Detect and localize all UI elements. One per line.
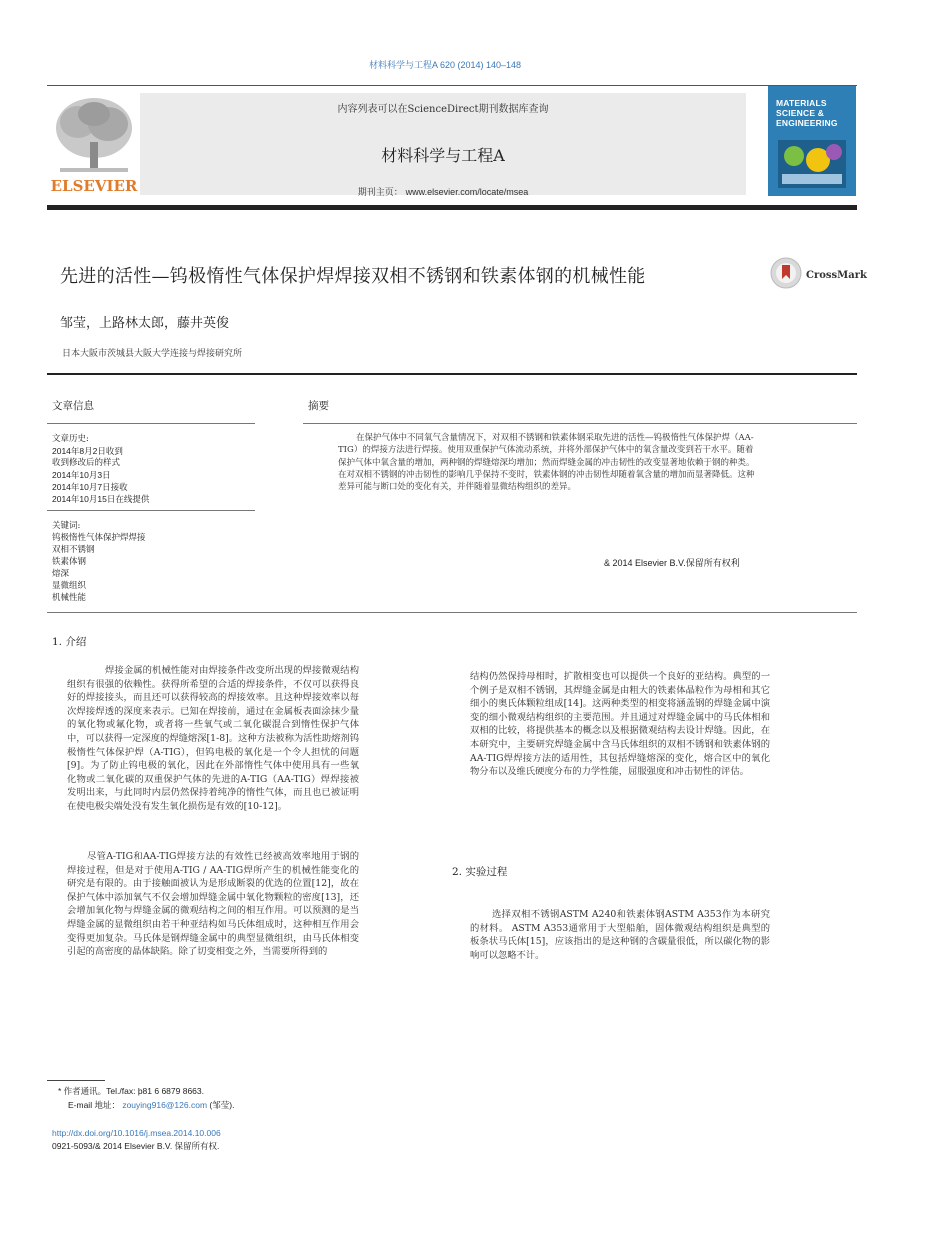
keyword: 钨极惰性气体保护焊焊接 (52, 533, 146, 543)
article-title: 先进的活性—钨极惰性气体保护焊焊接双相不锈钢和铁素体钢的机械性能 (60, 266, 646, 287)
title-rule (47, 373, 857, 375)
cover-image-icon (778, 140, 846, 188)
history-item: 2014年10月15日在线提供 (52, 494, 150, 504)
homepage-link[interactable]: www.elsevier.com/locate/msea (405, 187, 529, 197)
journal-name: 材料科学与工程A (381, 146, 505, 165)
section-2-heading: 2. 实验过程 (452, 866, 508, 878)
authors: 邹莹，上路林太郎，藤井英俊 (60, 316, 230, 331)
cover-title-line: MATERIALS (776, 98, 827, 108)
section-1-heading: 1. 介绍 (52, 636, 87, 648)
email-label: E-mail 地址： (68, 1100, 120, 1110)
abstract-bottom-rule (47, 612, 857, 613)
email-note (68, 1099, 234, 1111)
info-rule (47, 423, 255, 424)
issn-line: 0921-5093/& 2014 Elsevier B.V. 保留所有权. (52, 1141, 220, 1151)
keyword: 铁素体钢 (52, 557, 87, 567)
elsevier-tree-icon (48, 92, 140, 196)
crossmark-icon (770, 256, 867, 290)
history-item: 2014年8月2日收到 (52, 446, 123, 456)
cover-title-line: SCIENCE & (776, 108, 825, 118)
corresponding-author-note: * 作者通讯。Tel./fax: þ81 6 6879 8663. (58, 1086, 204, 1096)
history-item: 收到修改后的样式 (52, 458, 121, 468)
contents-line: 内容列表可以在ScienceDirect期刊数据库查询 (337, 104, 549, 115)
email-link[interactable]: zouying916@126.com (122, 1100, 208, 1110)
email-suffix: (邹莹). (209, 1100, 235, 1110)
column-2-paragraph-1: 结构仍然保持母相时，扩散相变也可以提供一个良好的亚结构。典型的一个例子是双相不锈钢，其焊缝金属是由粗大的铁素体晶粒作为母相和其它细小的奥氏体颗粒组成[14]。这两种类型的相变将涵盖钢的焊缝金属中演变的细小微观结构组织的主要范围。并且通过对焊缝金属中的马氏体相和双相的比较，将提供基本的概念以及根据微观结构去设计焊缝。因此，在本研究中，主要研究焊缝金属中含马氏体组织的双相不锈钢和铁素体钢的AA-TIG焊焊接方法的适用性，其包括焊缝熔深的变化，熔合区中的氧化物分布以及维氏硬度分布的力学性能，屈服强度和冲击韧性的评估。 (470, 671, 770, 778)
affiliation: 日本大阪市茨城县大阪大学连接与焊接研究所 (62, 349, 243, 359)
keyword: 显微组织 (52, 581, 87, 591)
crossmark-label: CrossMark (806, 270, 867, 281)
elsevier-logo-text: ELSEVIER (50, 177, 138, 195)
article-history (52, 433, 149, 505)
cover-title-line: ENGINEERING (776, 118, 838, 128)
top-rule (47, 85, 857, 86)
section-1-paragraph-2: 尽管A-TIG和AA-TIG焊接方法的有效性已经被高效率地用于钢的焊接过程，但是对于使用A-TIG / AA-TIG焊所产生的机械性能变化的研究是有限的。由于接触面被认为是形成断裂的优选的位置[12]，故在保护气体中添加氧气不仅会增加焊缝金属中氧化物颗粒的密度[13]，还会增加氧化物与焊缝金属的微观结构之间的相互作用。可以预测的是当焊缝金属的显微组织由若干种亚结构如马氏体组成时，这种相互作用会变得更加复杂。马氏体是钢焊缝金属中的典型显微组织，由马氏体相变引起的高密度的晶体缺陷。除了切变相变之外，当需要所得到的 (67, 851, 359, 958)
homepage-label: 期刊主页： (357, 188, 403, 198)
doi-link[interactable]: http://dx.doi.org/10.1016/j.msea.2014.10.006 (52, 1128, 221, 1138)
history-item: 2014年10月3日 (52, 470, 111, 480)
keyword: 双相不锈钢 (52, 545, 95, 555)
keyword: 机械性能 (52, 593, 87, 603)
elsevier-logo[interactable] (48, 92, 140, 196)
abstract-heading: 摘要 (308, 400, 329, 412)
section-2-paragraph-1: 选择双相不锈钢ASTM A240和铁素体钢ASTM A353作为本研究的材料。 ASTM A353通常用于大型船舶，固体微观结构组织是典型的板条状马氏体[15]，应该指出的是这种钢的含碳量很低，所以碳化物的影响可以忽略不计。 (470, 909, 770, 961)
keyword: 熔深 (52, 569, 70, 579)
article-info-heading: 文章信息 (52, 400, 94, 412)
journal-reference[interactable]: 材料科学与工程A 620 (2014) 140–148 (368, 60, 522, 70)
copyright: & 2014 Elsevier B.V.保留所有权利 (604, 558, 740, 568)
section-1-paragraph-1: 焊接金属的机械性能对由焊接条件改变所出现的焊接微观结构组织有很强的依赖性。获得所希望的合适的焊接条件，不仅可以获得良好的焊接接头，而且还可以获得较高的焊接效率。且这种焊接效率以每次焊接焊透的深度来表示。已知在焊接前，通过在金属板表面涂抹少量的氧化物或氟化物，或者将一些氧气或二氧化碳混合到惰性保护气体中，可以获得一定深度的焊缝熔深[1-8]。这种方法被称为活性助熔剂钨极惰性气体保护焊（A-TIG），但钨电极的氧化是一个令人担忧的问题[9]。为了防止钨电极的氧化，因此在外部惰性气体中使用具有一些氧化物或二氧化碳的双重保护气体的先进的A-TIG（AA-TIG）焊焊接被发明出来，与此同时内层仍然保持着纯净的惰性气体，而且也已被证明在使电极尖端处没有发生氧化损伤是有效的[10-12]。 (67, 665, 359, 812)
cover-title (776, 98, 838, 128)
history-label: 文章历史: (52, 434, 89, 444)
abstract-rule (303, 423, 857, 424)
journal-cover[interactable] (768, 86, 856, 196)
keywords-label: 关键词: (52, 521, 81, 531)
abstract-text: 在保护气体中不同氧气含量情况下，对双相不锈钢和铁素体钢采取先进的活性—钨极惰性气体保护焊（AA-TIG）的焊接方法进行焊接。使用双重保护气体流动系统，并将外部保护气体中的氧含量改变到若干水平。随着保护气体中氧含量的增加，两种钢的焊缝熔深均增加；然而焊缝金属的冲击韧性的改变显著地依赖于钢的种类。在对双相不锈钢的冲击韧性的影响几乎保持不变时，铁素体钢的冲击韧性却随着氧含量的增加而显著降低。这种差异可能与断口处的变化有关，并伴随着显微结构组织的差异。 (338, 433, 755, 493)
crossmark-badge[interactable] (770, 256, 867, 290)
info-rule (47, 510, 255, 511)
footnote-rule (47, 1080, 105, 1081)
header-thick-rule (47, 205, 857, 210)
journal-homepage (140, 185, 746, 198)
keywords (52, 520, 146, 604)
history-item: 2014年10月7日接收 (52, 482, 128, 492)
